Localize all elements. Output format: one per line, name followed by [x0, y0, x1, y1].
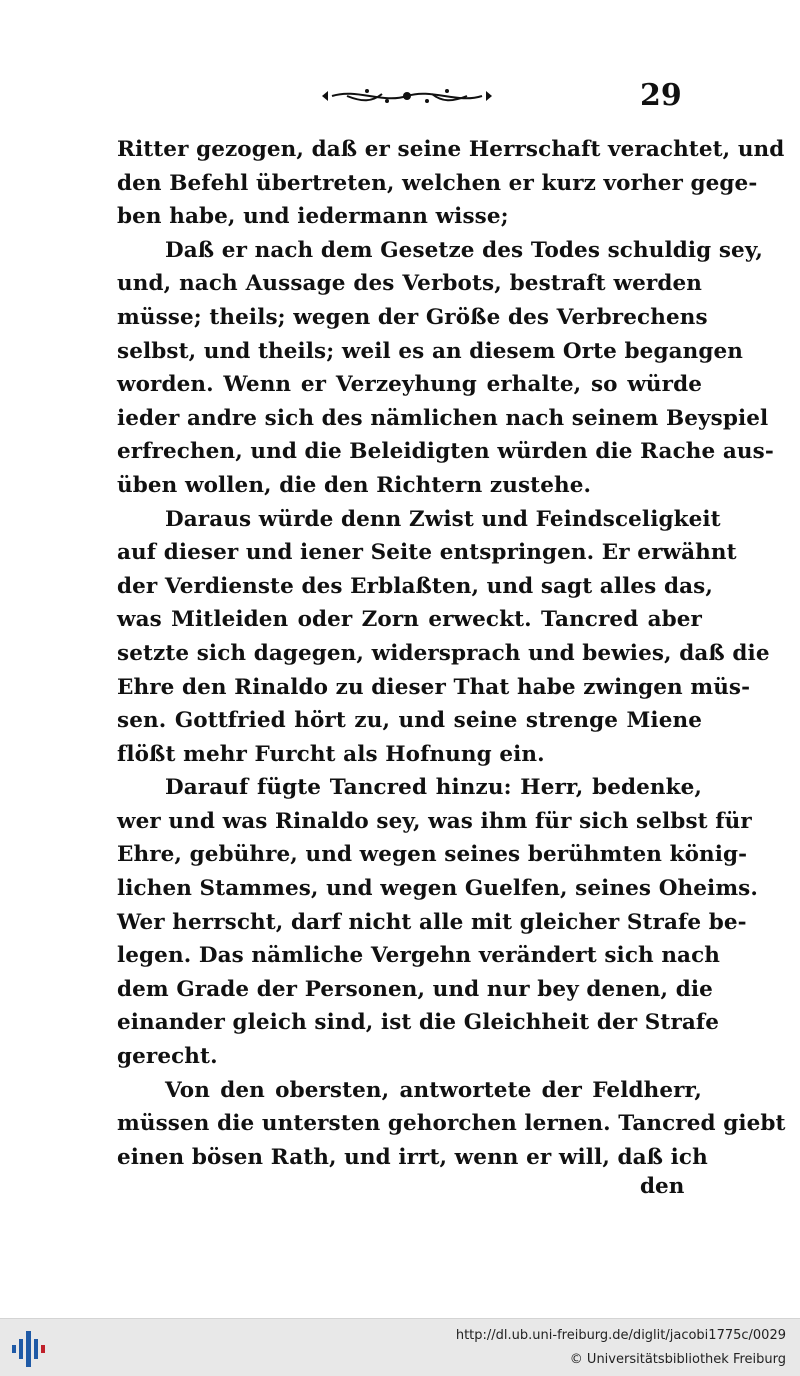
catchword: den	[640, 1174, 685, 1199]
text-line: flößt mehr Furcht als Hofnung ein.	[117, 741, 545, 767]
text-line: einen bösen Rath, und irrt, wenn er will, daß ich	[117, 1144, 708, 1170]
page-number: 29	[640, 78, 682, 113]
text-line: üben wollen, die den Richtern zustehe.	[117, 472, 592, 498]
text-line: Ritter gezogen, daß er seine Herrschaft verachtet, und	[117, 137, 785, 162]
text-line: dem Grade der Personen, und nur bey denen, die	[117, 976, 713, 1002]
text-line: den Befehl übertreten, welchen er kurz vorher gege-	[117, 170, 758, 196]
text-line: Darauf fügte Tancred hinzu: Herr, bedenke,	[165, 775, 702, 801]
text-line: erfrechen, und die Beleidigten würden die Rache aus-	[117, 439, 774, 465]
text-line: selbst, und theils; weil es an diesem Orte begangen	[117, 338, 743, 364]
text-line: Daraus würde denn Zwist und Feindsceligkeit	[165, 506, 721, 532]
text-line: Ehre den Rinaldo zu dieser That habe zwingen müs-	[117, 674, 751, 700]
text-line: worden. Wenn er Verzeyhung erhalte, so würde	[117, 372, 702, 398]
text-line: sen. Gottfried hört zu, und seine strenge Miene	[117, 708, 702, 734]
text-line: legen. Das nämliche Vergehn verändert sich nach	[117, 943, 721, 969]
text-line: was Mitleiden oder Zorn erweckt. Tancred aber	[117, 607, 702, 633]
text-line: der Verdienste des Erblaßten, und sagt alles das,	[117, 573, 713, 599]
ornament-vignette-icon	[312, 80, 502, 112]
text-line: Daß er nach dem Gesetze des Todes schuldig sey,	[165, 237, 763, 263]
text-line: müsse; theils; wegen der Größe des Verbrechens	[117, 304, 708, 330]
text-line: ben habe, und iedermann wisse;	[117, 204, 509, 230]
text-line: wer und was Rinaldo sey, was ihm für sich selbst für	[117, 808, 752, 834]
ub-freiburg-logo-icon	[10, 1329, 50, 1369]
text-line: müssen die untersten gehorchen lernen. Tancred giebt	[117, 1111, 786, 1137]
text-line: setzte sich dagegen, widersprach und bewies, daß die	[117, 640, 770, 666]
text-line: gerecht.	[117, 1044, 218, 1070]
text-line: Von den obersten, antwortete der Feldherr,	[165, 1077, 702, 1103]
text-line: ieder andre sich des nämlichen nach seinem Beyspiel	[117, 405, 769, 431]
text-line: lichen Stammes, und wegen Guelfen, seines Oheims.	[117, 876, 758, 902]
body-text	[117, 133, 786, 1174]
text-line: Ehre, gebühre, und wegen seines berühmten könig-	[117, 842, 748, 868]
text-line: auf dieser und iener Seite entspringen. Er erwähnt	[117, 540, 737, 566]
footer-bar	[0, 1318, 800, 1376]
text-line: Wer herrscht, darf nicht alle mit gleicher Strafe be-	[117, 909, 747, 935]
text-line: einander gleich sind, ist die Gleichheit der Strafe	[117, 1010, 720, 1036]
text-line: und, nach Aussage des Verbots, bestraft werden	[117, 271, 702, 297]
copyright-text: © Universitätsbibliothek Freiburg	[569, 1352, 786, 1367]
source-url-link[interactable]: http://dl.ub.uni-freiburg.de/diglit/jacobi1775c/0029	[455, 1328, 786, 1343]
